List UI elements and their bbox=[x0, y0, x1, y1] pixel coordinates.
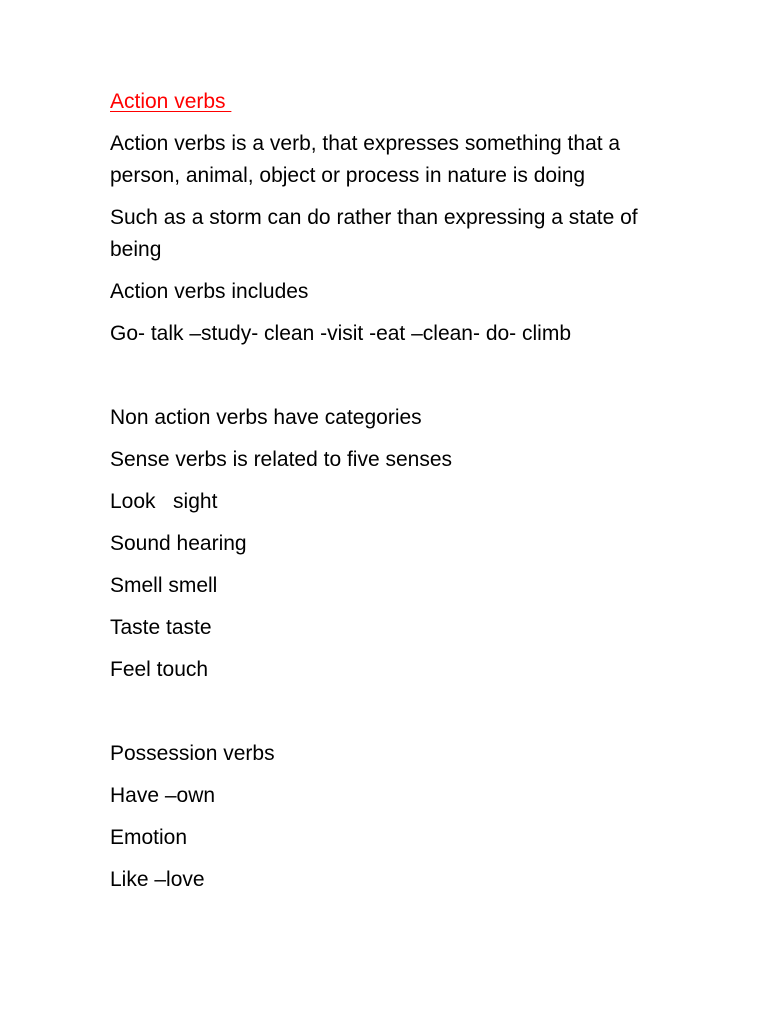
line-like-love: Like –love bbox=[110, 868, 205, 891]
line-feel-touch: Feel touch bbox=[110, 658, 209, 681]
line-taste-taste: Taste taste bbox=[110, 616, 212, 639]
document-body bbox=[110, 86, 670, 906]
paragraph-non-action-categories: Non action verbs have categories bbox=[110, 406, 422, 429]
heading-action-verbs: Action verbs bbox=[110, 90, 232, 113]
paragraph-verb-list: Go- talk –study- clean -visit -eat –clean- do- climb bbox=[110, 322, 572, 345]
paragraph-sense-verbs: Sense verbs is related to five senses bbox=[110, 448, 453, 471]
paragraph-example: Such as a storm can do rather than expressing a state of being bbox=[110, 206, 644, 261]
line-emotion: Emotion bbox=[110, 826, 188, 849]
line-look-sight: Look sight bbox=[110, 490, 218, 513]
line-have-own: Have –own bbox=[110, 784, 216, 807]
paragraph-possession-verbs: Possession verbs bbox=[110, 742, 275, 765]
paragraph-includes: Action verbs includes bbox=[110, 280, 309, 303]
blank-line bbox=[110, 360, 670, 402]
line-sound-hearing: Sound hearing bbox=[110, 532, 247, 555]
paragraph-definition: Action verbs is a verb, that expresses something that a person, animal, object or process in nature is doing bbox=[110, 132, 626, 187]
blank-line bbox=[110, 696, 670, 738]
line-smell-smell: Smell smell bbox=[110, 574, 218, 597]
